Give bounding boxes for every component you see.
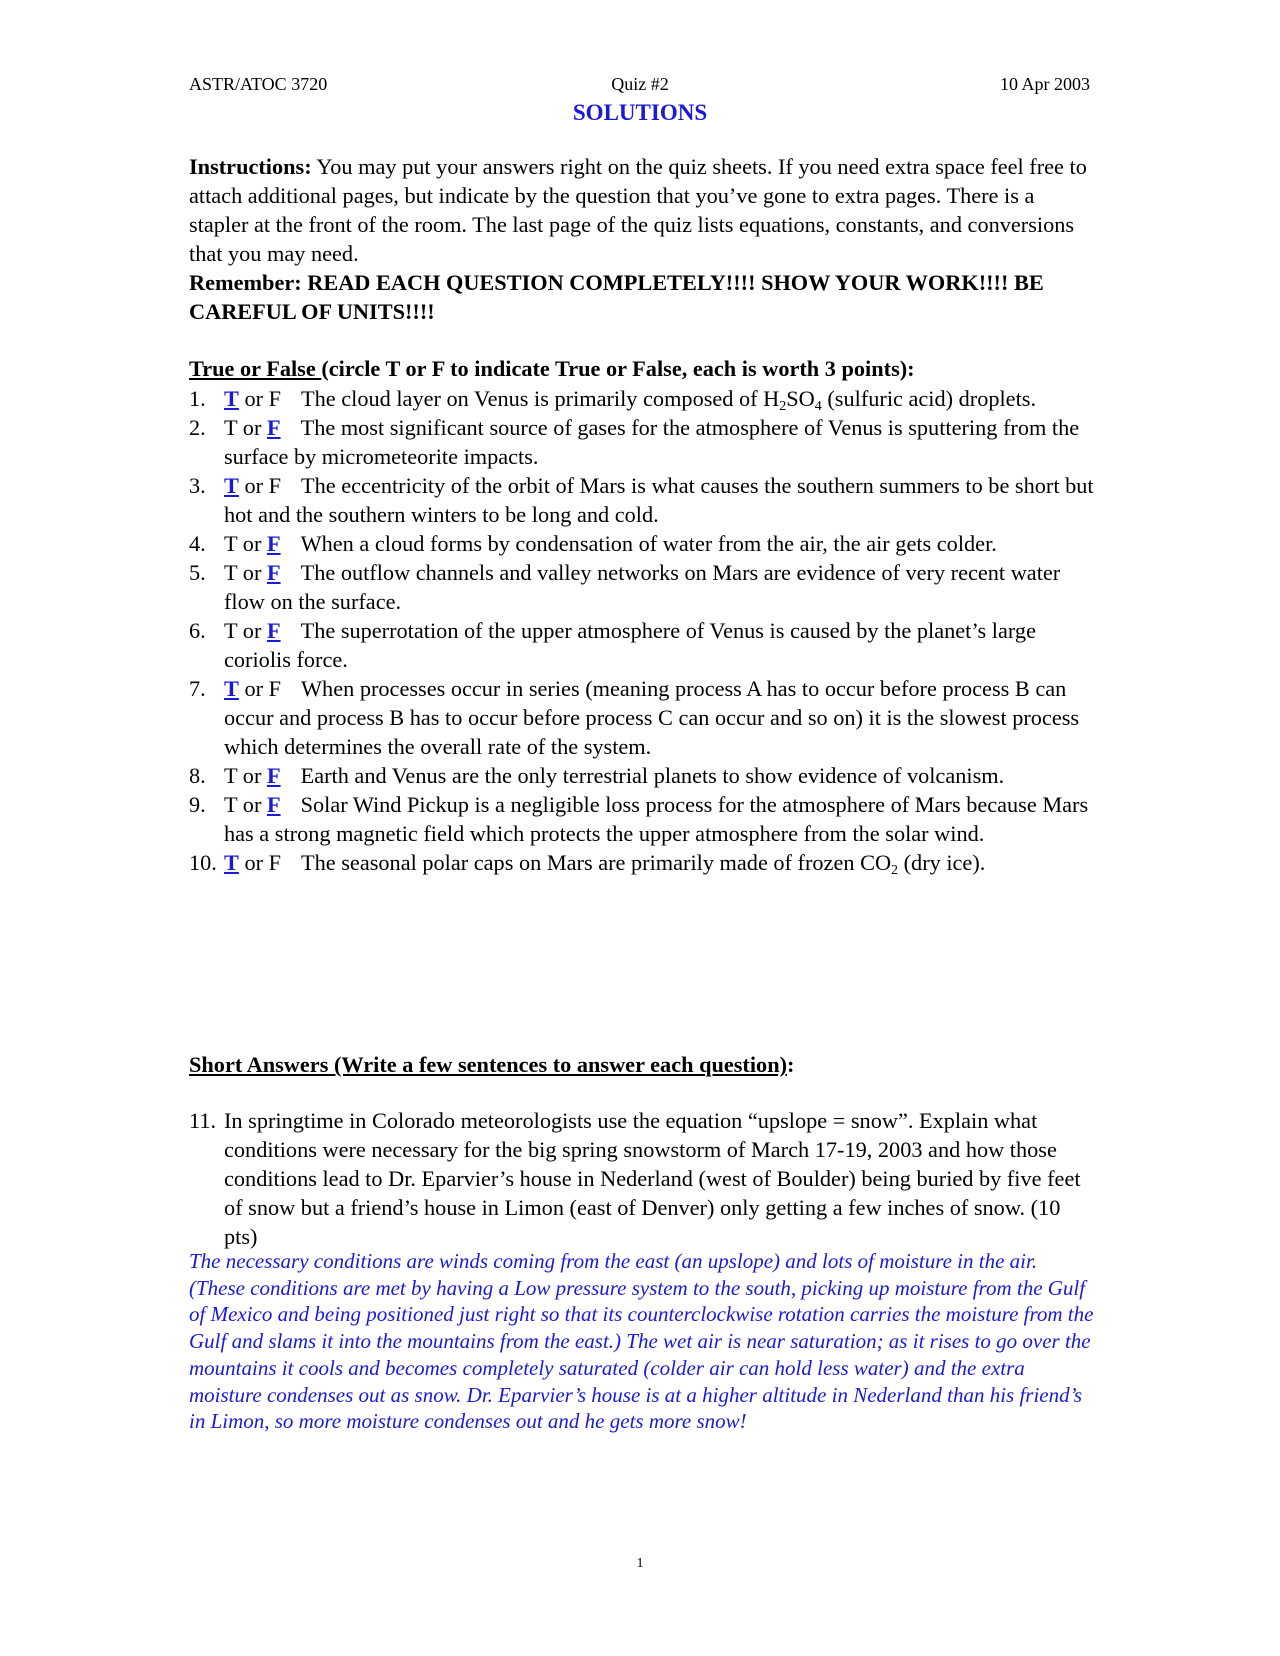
tf-statement <box>301 386 1037 414</box>
option-or: or <box>237 531 267 556</box>
statement-part: SO <box>786 386 815 411</box>
tf-statement: The most significant source of gases for the atmosphere of Venus is sputtering from the surface by micrometeorite impacts. <box>224 415 1080 469</box>
option-or: or <box>237 763 267 788</box>
statement-part: (sulfuric acid) droplets. <box>821 386 1037 411</box>
question-number: 11. <box>189 1108 217 1133</box>
tf-item <box>189 761 1094 790</box>
option-false: F <box>268 386 282 411</box>
tf-item-number: 4. <box>189 531 206 556</box>
option-true: T <box>224 850 239 875</box>
option-or: or <box>238 676 269 701</box>
tf-options <box>224 558 281 587</box>
option-true: T <box>224 792 238 817</box>
instructions-block <box>189 152 1094 326</box>
option-or: or <box>237 792 267 817</box>
tf-item <box>189 790 1094 848</box>
tf-statement: Solar Wind Pickup is a negligible loss process for the atmosphere of Mars because Mars has a strong magnetic field which protects the upper atmosphere from the solar wind. <box>224 792 1089 846</box>
option-false: F <box>266 531 281 556</box>
option-false: F <box>268 473 282 498</box>
quiz-title: Quiz #2 <box>611 74 669 94</box>
tf-options <box>224 674 281 703</box>
option-true: T <box>224 415 238 440</box>
quiz-date: 10 Apr 2003 <box>1000 74 1090 94</box>
tf-statement: When processes occur in series (meaning process A has to occur before process B can occur and process B has to occur before process C can occur and so on) it is the slowest process which determines the overall rate of the system. <box>224 676 1080 759</box>
tf-item-number: 2. <box>189 415 206 440</box>
option-or: or <box>238 386 269 411</box>
statement-part: The seasonal polar caps on Mars are primarily made of frozen CO <box>301 850 892 875</box>
tf-item-number: 6. <box>189 618 206 643</box>
option-or: or <box>238 473 269 498</box>
statement-part: (dry ice). <box>898 850 986 875</box>
tf-options <box>224 529 281 558</box>
tf-item-number: 8. <box>189 763 206 788</box>
tf-item <box>189 848 1094 877</box>
tf-options <box>224 471 281 500</box>
true-false-list <box>189 384 1094 877</box>
tf-item <box>189 384 1094 413</box>
statement-part: The cloud layer on Venus is primarily composed of H <box>301 386 780 411</box>
tf-options <box>224 413 281 442</box>
subscript: 4 <box>814 399 822 414</box>
tf-item <box>189 616 1094 674</box>
tf-statement: Earth and Venus are the only terrestrial planets to show evidence of volcanism. <box>300 763 1005 788</box>
option-false: F <box>266 415 281 440</box>
tf-statement: The eccentricity of the orbit of Mars is what causes the southern summers to be short but hot and the southern winters to be long and cold. <box>224 473 1094 527</box>
subscript: 2 <box>891 863 899 878</box>
option-false: F <box>266 618 281 643</box>
option-or: or <box>238 850 269 875</box>
option-true: T <box>224 676 239 701</box>
tf-item-number: 9. <box>189 792 206 817</box>
option-false: F <box>268 676 282 701</box>
option-or: or <box>237 618 267 643</box>
option-true: T <box>224 531 238 556</box>
option-false: F <box>266 763 281 788</box>
option-true: T <box>224 763 238 788</box>
tf-options <box>224 384 281 413</box>
tf-options <box>224 848 281 877</box>
instructions-text: You may put your answers right on the quiz sheets. If you need extra space feel free to attach additional pages, but indicate by the question that you’ve gone to extra pages. There is a stapler at the front of the room. The last page of the quiz lists equations, constants, and conversions that you may need. <box>189 154 1087 266</box>
short-answers-heading <box>189 1050 794 1079</box>
option-true: T <box>224 560 238 585</box>
question-text: In springtime in Colorado meteorologists use the equation “upslope = snow”. Explain what conditions were necessary for the big spring snowstorm of March 17-19, 2003 and how those conditions lead to Dr. Eparvier’s house in Nederland (west of Boulder) being buried by five feet of snow but a friend’s house in Limon (east of Denver) only getting a few inches of snow. (10 pts) <box>224 1108 1081 1249</box>
tf-statement: The outflow channels and valley networks on Mars are evidence of very recent water flow on the surface. <box>224 560 1061 614</box>
option-false: F <box>266 560 281 585</box>
question-11 <box>189 1106 1094 1251</box>
solutions-title: SOLUTIONS <box>572 100 708 125</box>
tf-item <box>189 558 1094 616</box>
remember-text: Remember: READ EACH QUESTION COMPLETELY!!!! SHOW YOUR WORK!!!! BE CAREFUL OF UNITS!!!! <box>189 270 1044 324</box>
tf-options <box>224 790 281 819</box>
option-true: T <box>224 618 238 643</box>
tf-options <box>224 616 281 645</box>
option-or: or <box>237 415 267 440</box>
short-answers-heading-underlined: Short Answers (Write a few sentences to answer each question) <box>189 1052 788 1077</box>
course-code: ASTR/ATOC 3720 <box>189 74 328 94</box>
option-true: T <box>224 473 239 498</box>
true-false-heading <box>189 354 915 383</box>
short-answers-heading-colon: : <box>787 1052 795 1077</box>
option-true: T <box>224 386 239 411</box>
option-or: or <box>237 560 267 585</box>
true-false-heading-rest: (circle T or F to indicate True or False, each is worth 3 points): <box>321 356 915 381</box>
tf-item <box>189 674 1094 761</box>
tf-item-number: 5. <box>189 560 206 585</box>
tf-item-number: 10. <box>189 850 217 875</box>
tf-item-number: 7. <box>189 676 206 701</box>
tf-item <box>189 471 1094 529</box>
instructions-label: Instructions: <box>189 154 312 179</box>
tf-statement: When a cloud forms by condensation of water from the air, the air gets colder. <box>300 531 997 556</box>
true-false-heading-underlined: True or False <box>189 356 322 381</box>
tf-statement <box>301 850 986 878</box>
page-number: 1 <box>636 1556 644 1571</box>
tf-item-number: 3. <box>189 473 206 498</box>
tf-options <box>224 761 281 790</box>
tf-item-number: 1. <box>189 386 206 411</box>
tf-statement: The superrotation of the upper atmosphere of Venus is caused by the planet’s large coriolis force. <box>224 618 1036 672</box>
tf-item <box>189 413 1094 471</box>
option-false: F <box>266 792 281 817</box>
question-11-answer: The necessary conditions are winds coming from the east (an upslope) and lots of moisture in the air. (These conditions are met by having a Low pressure system to the south, picking up moisture from the Gulf of Mexico and being positioned just right so that its counterclockwise rotation carries the moisture from the Gulf and slams it into the mountains from the east.) The wet air is near saturation; as it rises to go over the mountains it cools and becomes completely saturated (colder air can hold less water) and the extra moisture condenses out as snow. Dr. Eparvier’s house is at a higher altitude in Nederland than his friend’s in Limon, so more moisture condenses out and he gets more snow! <box>189 1249 1094 1434</box>
tf-item <box>189 529 1094 558</box>
subscript: 2 <box>779 399 787 414</box>
option-false: F <box>268 850 282 875</box>
